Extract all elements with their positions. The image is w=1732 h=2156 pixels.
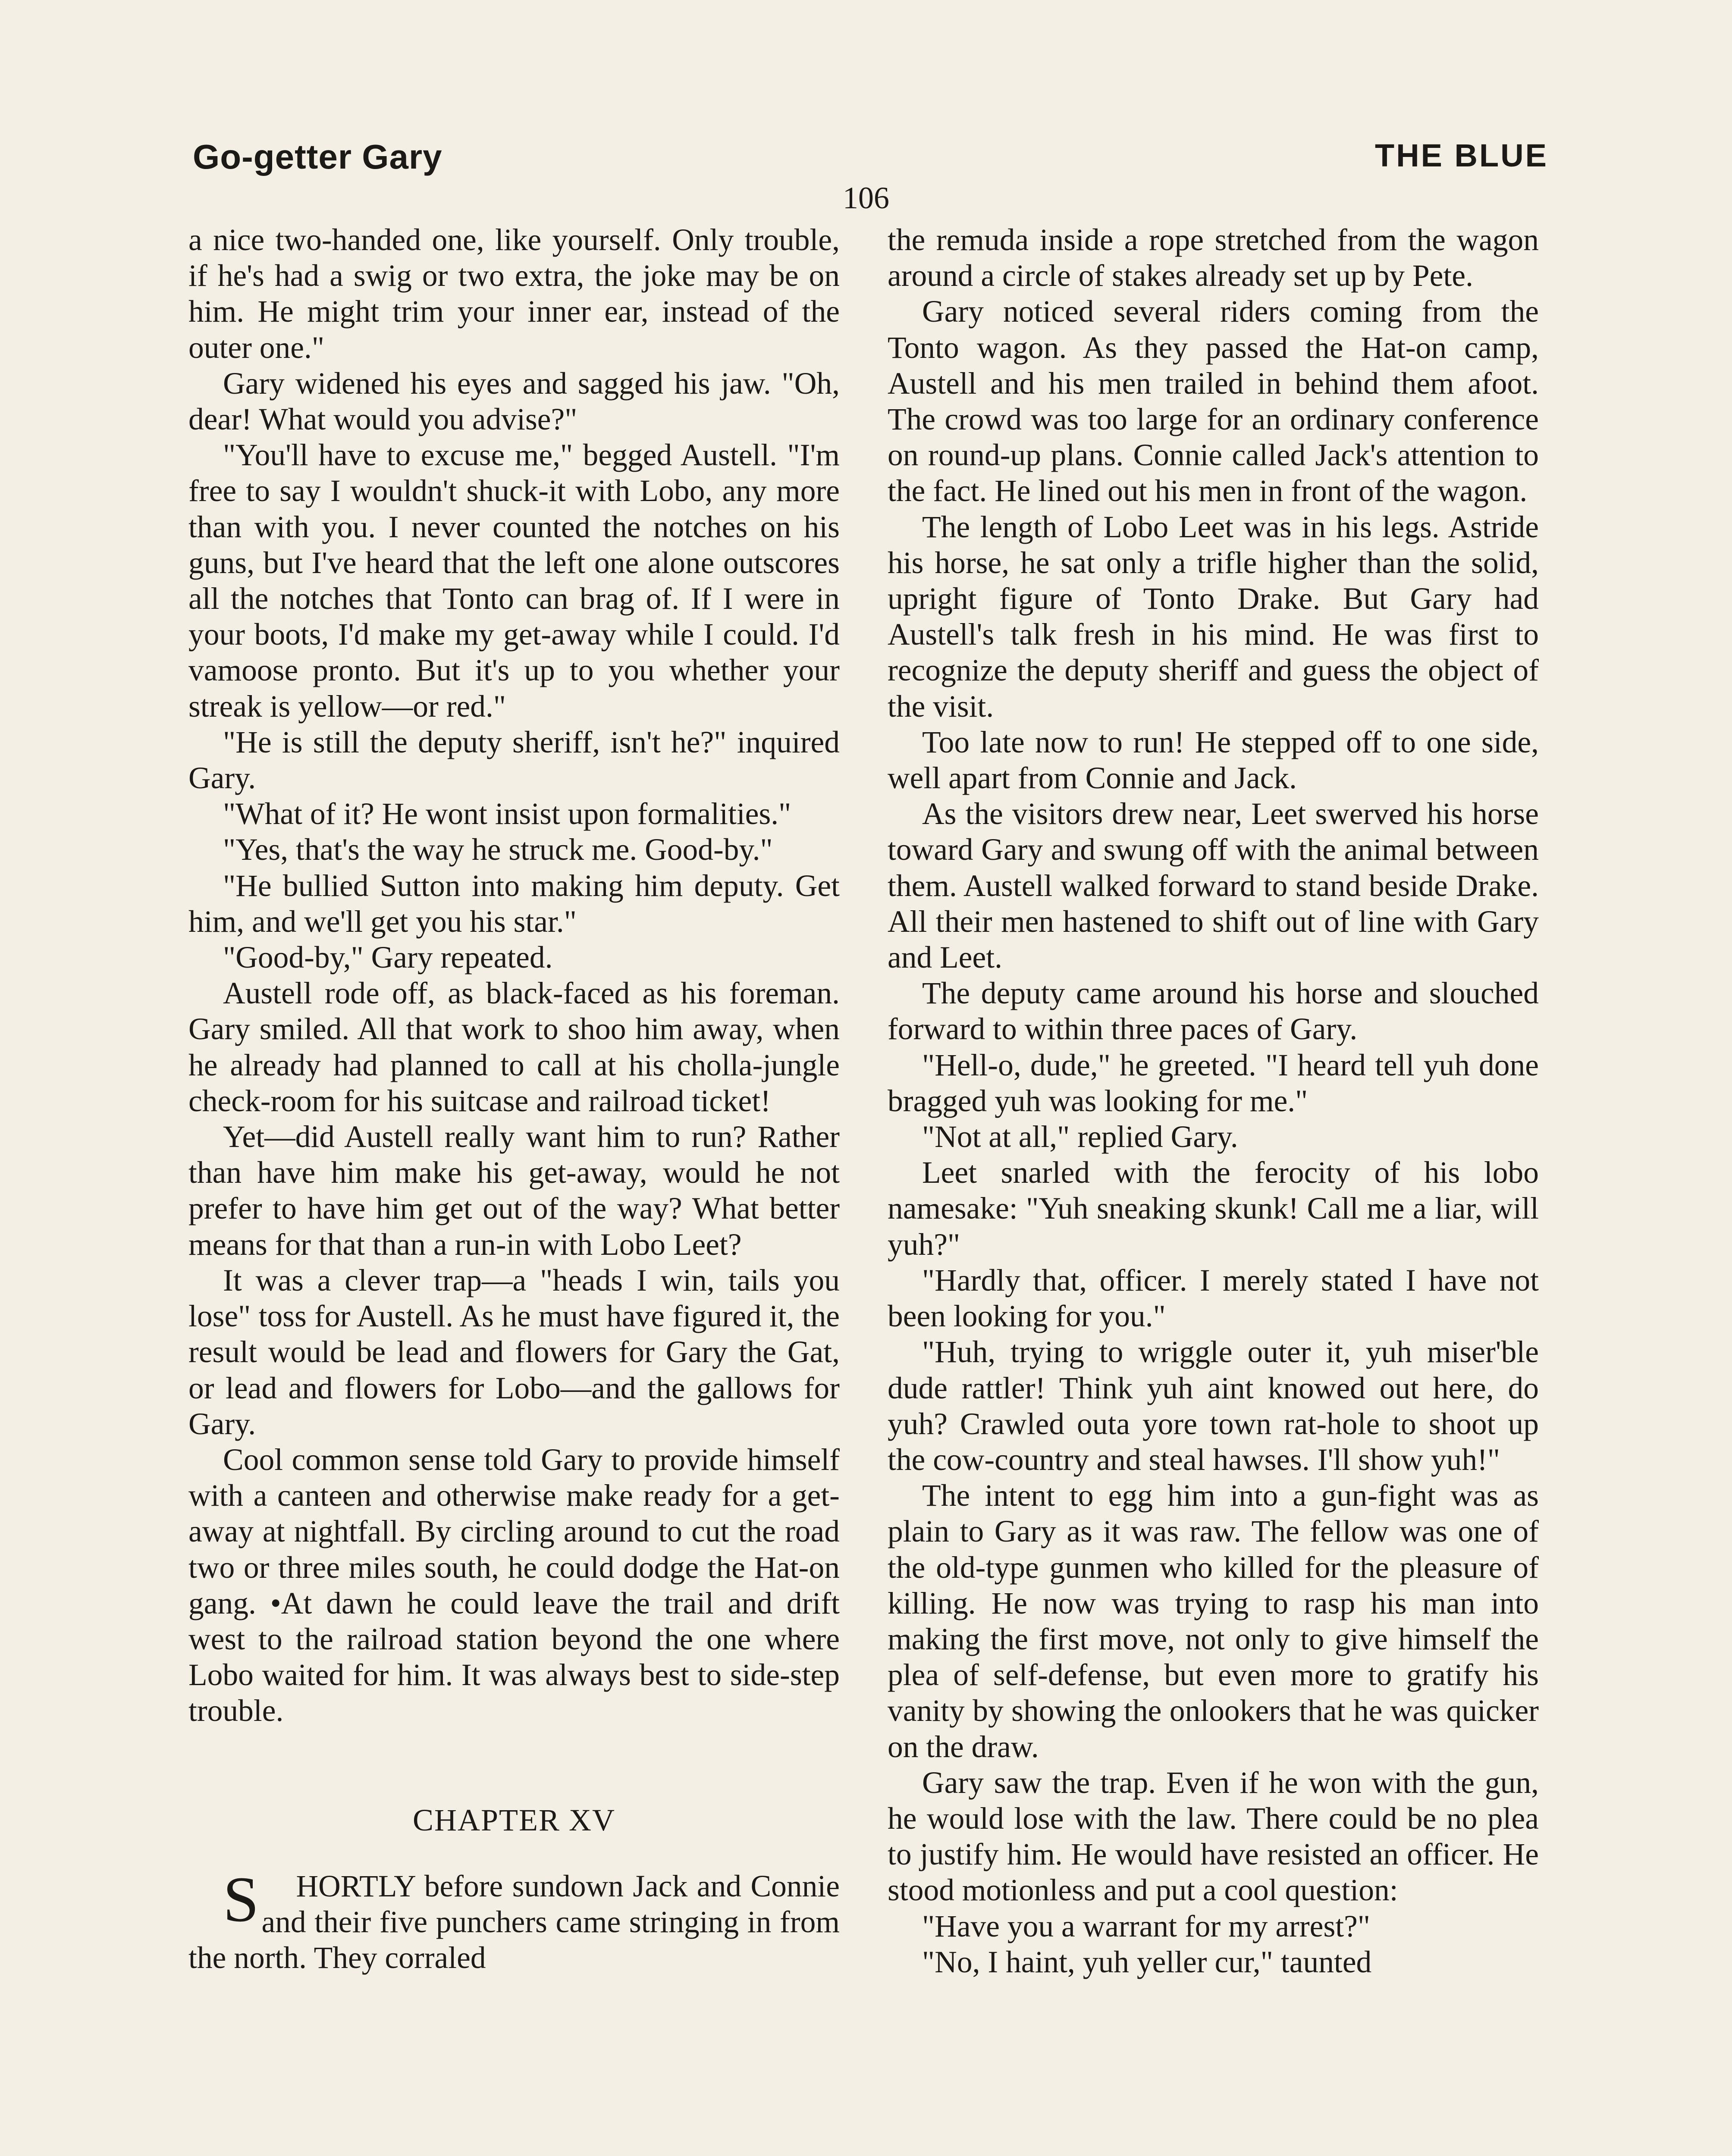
paragraph: "Yes, that's the way he struck me. Good-by." — [223, 833, 773, 867]
chapter-opening — [188, 1863, 840, 1976]
paragraph: Too late now to run! He stepped off to one side, well apart from Connie and Jack. — [888, 725, 1539, 796]
page-number: 106 — [843, 181, 889, 215]
paragraph: "Have you a warrant for my arrest?" — [922, 1909, 1371, 1943]
paragraph: "He is still the deputy sheriff, isn't he?" inquired Gary. — [188, 725, 840, 796]
paragraph: a nice two-handed one, like yourself. Only trouble, if he's had a swig or two extra, the joke may be on him. He might trim your inner ear, instead of the outer one." — [188, 223, 840, 365]
paragraph: Yet—did Austell really want him to run? Rather than have him make his get-away, would he not prefer to have him get out of the way? What better means for that than a run-in with Lobo Leet? — [188, 1120, 840, 1262]
paragraph: "Huh, trying to wriggle outer it, yuh miser'ble dude rattler! Think yuh aint knowed out here, do yuh? Crawled outa yore town rat-hole to shoot up the cow-country and steal hawses. I'll show yuh!" — [888, 1335, 1539, 1477]
paragraph: the remuda inside a rope stretched from the wagon around a circle of stakes already set up by Pete. — [888, 223, 1539, 293]
paragraph: Cool common sense told Gary to provide himself with a canteen and otherwise make ready for a get-away at nightfall. By circling around to cut the road two or three miles south, he could dodge the Hat-on gang. •At dawn he could leave the trail and drift west to the railroad station beyond the one where Lobo waited for him. It was always best to side-step trouble. — [188, 1442, 840, 1728]
paragraph: Gary noticed several riders coming from the Tonto wagon. As they passed the Hat-on camp, Austell and his men trailed in behind them afoot. The crowd was too large for an ordinary conference on round-up plans. Connie called Jack's attention to the fact. He lined out his men in front of the wagon. — [888, 295, 1539, 508]
paragraph: "He bullied Sutton into making him deputy. Get him, and we'll get you his star." — [188, 868, 840, 939]
paragraph: The intent to egg him into a gun-fight was as plain to Gary as it was raw. The fellow was one of the old-type gunmen who killed for the pleasure of killing. He now was trying to rasp his man into making the first move, not only to give himself the plea of self-defense, but even more to gratify his vanity by showing the onlookers that he was quicker on the draw. — [888, 1479, 1539, 1764]
paragraph: "Not at all," replied Gary. — [922, 1120, 1238, 1154]
chapter-heading: CHAPTER XV — [412, 1802, 616, 1837]
paragraph: "No, I haint, yuh yeller cur," taunted — [922, 1945, 1372, 1979]
paragraph: "Hell-o, dude," he greeted. "I heard tell yuh done bragged yuh was looking for me." — [888, 1048, 1539, 1118]
paragraph: "Good-by," Gary repeated. — [223, 940, 553, 975]
paragraph: Gary widened his eyes and sagged his jaw. "Oh, dear! What would you advise?" — [188, 366, 840, 437]
drop-cap: S — [223, 1863, 259, 1935]
paragraph: It was a clever trap—a "heads I win, tails you lose" toss for Austell. As he must have figured it, the result would be lead and flowers for Gary the Gat, or lead and flowers for Lobo—and the gallows for Gary. — [188, 1263, 840, 1441]
paragraph: The deputy came around his horse and slouched forward to within three paces of Gary. — [888, 976, 1539, 1047]
paragraph: "What of it? He wont insist upon formalities." — [223, 797, 791, 831]
paragraph: The length of Lobo Leet was in his legs. Astride his horse, he sat only a trifle higher than the solid, upright figure of Tonto Drake. But Gary had Austell's talk fresh in his mind. He was first to recognize the deputy sheriff and guess the object of the visit. — [888, 510, 1539, 724]
paragraph: Austell rode off, as black-faced as his foreman. Gary smiled. All that work to shoo him away, when he already had planned to call at his cholla-jungle check-room for his suitcase and railroad ticket! — [188, 976, 840, 1118]
paragraph: Leet snarled with the ferocity of his lobo namesake: "Yuh sneaking skunk! Call me a liar, will yuh?" — [888, 1156, 1539, 1262]
left-column — [188, 222, 840, 1976]
paragraph: "Hardly that, officer. I merely stated I have not been looking for you." — [888, 1263, 1539, 1334]
paragraph: As the visitors drew near, Leet swerved his horse toward Gary and swung off with the animal between them. Austell walked forward to stand beside Drake. All their men hastened to shift out of line with Gary and Leet. — [888, 797, 1539, 975]
running-title: Go-getter Gary — [193, 138, 442, 176]
magazine-title: THE BLUE — [1375, 138, 1548, 173]
paragraph: "You'll have to excuse me," begged Austell. "I'm free to say I wouldn't shuck-it with Lobo, any more than with you. I never counted the notches on his guns, but I've heard that the left one alone outscores all the notches that Tonto can brag of. If I were in your boots, I'd make my get-away while I could. I'd vamoose pronto. But it's up to you whether your streak is yellow—or red." — [188, 438, 840, 724]
chapter-opening-text: HORTLY before sundown Jack and Connie and their five punchers came stringing in from the north. They corraled — [188, 1869, 840, 1975]
page-header — [193, 137, 1548, 185]
right-column — [888, 222, 1539, 1980]
paragraph: Gary saw the trap. Even if he won with the gun, he would lose with the law. There could be no plea to justify him. He would have resisted an officer. He stood motionless and put a cool question: — [888, 1765, 1539, 1908]
